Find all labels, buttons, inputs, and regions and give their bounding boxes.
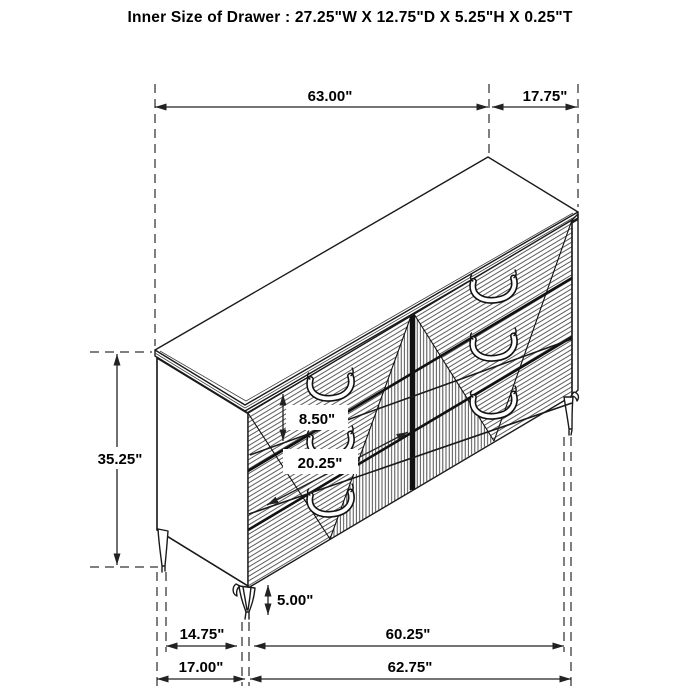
page-title: Inner Size of Drawer : 27.25"W X 12.75"D X 5.25"H X 0.25"T <box>127 9 573 26</box>
dim-label-base-depth: 17.00" <box>178 659 224 676</box>
dim-label-leg-span-depth: 14.75" <box>179 626 225 643</box>
dim-label-leg-clearance: 5.00" <box>277 592 314 609</box>
dim-label-base-width: 62.75" <box>387 659 433 676</box>
dim-label-drawer-front-height: 8.50" <box>298 411 336 428</box>
dim-label-overall-height: 35.25" <box>97 451 143 468</box>
dim-label-drawer-diagonal: 20.25" <box>297 455 343 472</box>
dim-label-leg-span-width: 60.25" <box>385 626 431 643</box>
dim-label-overall-width: 63.00" <box>307 88 353 105</box>
dresser-drawing <box>155 157 578 619</box>
right-side-strip <box>572 214 578 396</box>
dim-left-group <box>90 352 158 567</box>
dresser-side-panel <box>157 358 248 586</box>
dim-label-overall-depth: 17.75" <box>522 88 568 105</box>
